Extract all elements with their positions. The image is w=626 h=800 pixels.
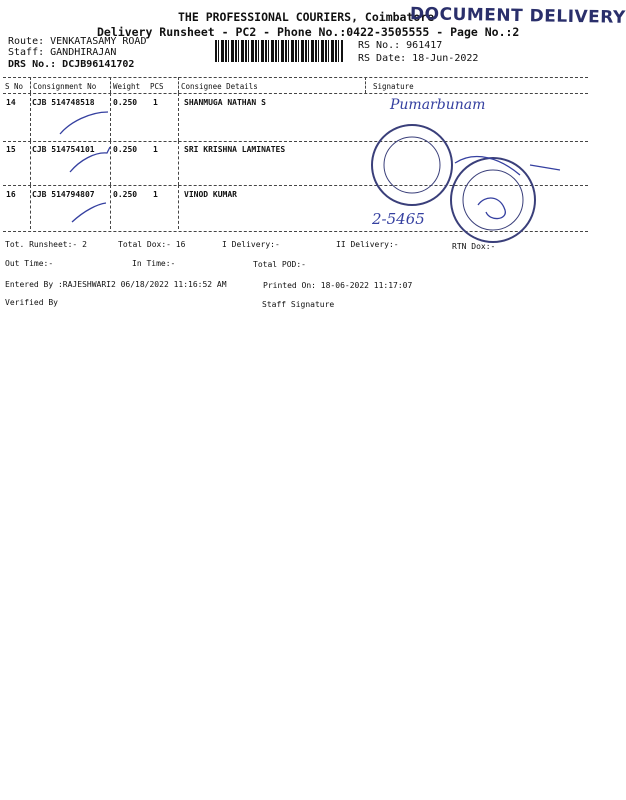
header-consignment: Consignment No [33, 82, 97, 91]
ii-delivery: II Delivery:- [336, 240, 399, 249]
signature-scribble [478, 198, 505, 219]
row-pcs: 1 [153, 190, 158, 199]
in-time: In Time:- [132, 259, 176, 268]
tot-runsheet: Tot. Runsheet:- 2 [5, 240, 87, 249]
verified-by: Verified By [5, 298, 58, 307]
header-weight: Weight [113, 82, 141, 91]
rs-date: RS Date: 18-Jun-2022 [358, 53, 479, 64]
row-sno: 14 [6, 98, 16, 107]
company-name: THE PROFESSIONAL COURIERS, Coimbatore [178, 10, 435, 24]
row-sno: 15 [6, 145, 16, 154]
staff-signature: Staff Signature [262, 300, 335, 309]
route: Route: VENKATASAMY ROAD [8, 36, 147, 47]
row-pcs: 1 [153, 98, 158, 107]
total-pod: Total POD:- [253, 260, 306, 269]
i-delivery: I Delivery:- [222, 240, 280, 249]
header-pcs: PCS [150, 82, 164, 91]
row-signature: Pumarbunam [390, 97, 486, 113]
pen-check-mark [70, 147, 110, 172]
signature-scribble [455, 157, 560, 175]
rtn-dox: RTN Dox:- [452, 242, 496, 251]
row-weight: 0.250 [113, 145, 138, 154]
row-sno: 16 [6, 190, 16, 199]
row-signature: 2-5465 [372, 210, 425, 228]
agency-stamp [451, 158, 535, 242]
entered-by: Entered By :RAJESHWARI2 06/18/2022 11:16:52 AM [5, 280, 227, 289]
header-consignee: Consignee Details [181, 82, 258, 91]
row-weight: 0.250 [113, 190, 138, 199]
row-weight: 0.250 [113, 98, 138, 107]
row-consignment: CJB 514748518 [32, 98, 95, 107]
header-signature: Signature [373, 82, 414, 91]
rs-number: RS No.: 961417 [358, 40, 443, 51]
total-dox: Total Dox:- 16 [118, 240, 186, 249]
seal-stamp-inner [384, 137, 440, 193]
drs-number: DRS No.: DCJB96141702 [8, 59, 135, 70]
row-pcs: 1 [153, 145, 158, 154]
staff: Staff: GANDHIRAJAN [8, 47, 117, 58]
pen-check-mark [60, 112, 108, 134]
row-consignee: SRI KRISHNA LAMINATES [184, 145, 286, 154]
row-consignment: CJB 514754101 [32, 145, 95, 154]
document-delivery-stamp: DOCUMENT DELIVERY [409, 4, 626, 28]
printed-on: Printed On: 18-06-2022 11:17:07 [263, 281, 413, 290]
row-consignee: VINOD KUMAR [184, 190, 237, 199]
agency-stamp-inner [463, 170, 523, 230]
row-consignee: SHANMUGA NATHAN S [184, 98, 266, 107]
runsheet-title: Delivery Runsheet - PC2 - Phone No.:0422-3505555 - Page No.:2 [97, 25, 520, 39]
out-time: Out Time:- [5, 259, 54, 268]
header-sno: S No [5, 82, 24, 91]
pen-check-mark [72, 203, 106, 222]
row-consignment: CJB 514794807 [32, 190, 95, 199]
